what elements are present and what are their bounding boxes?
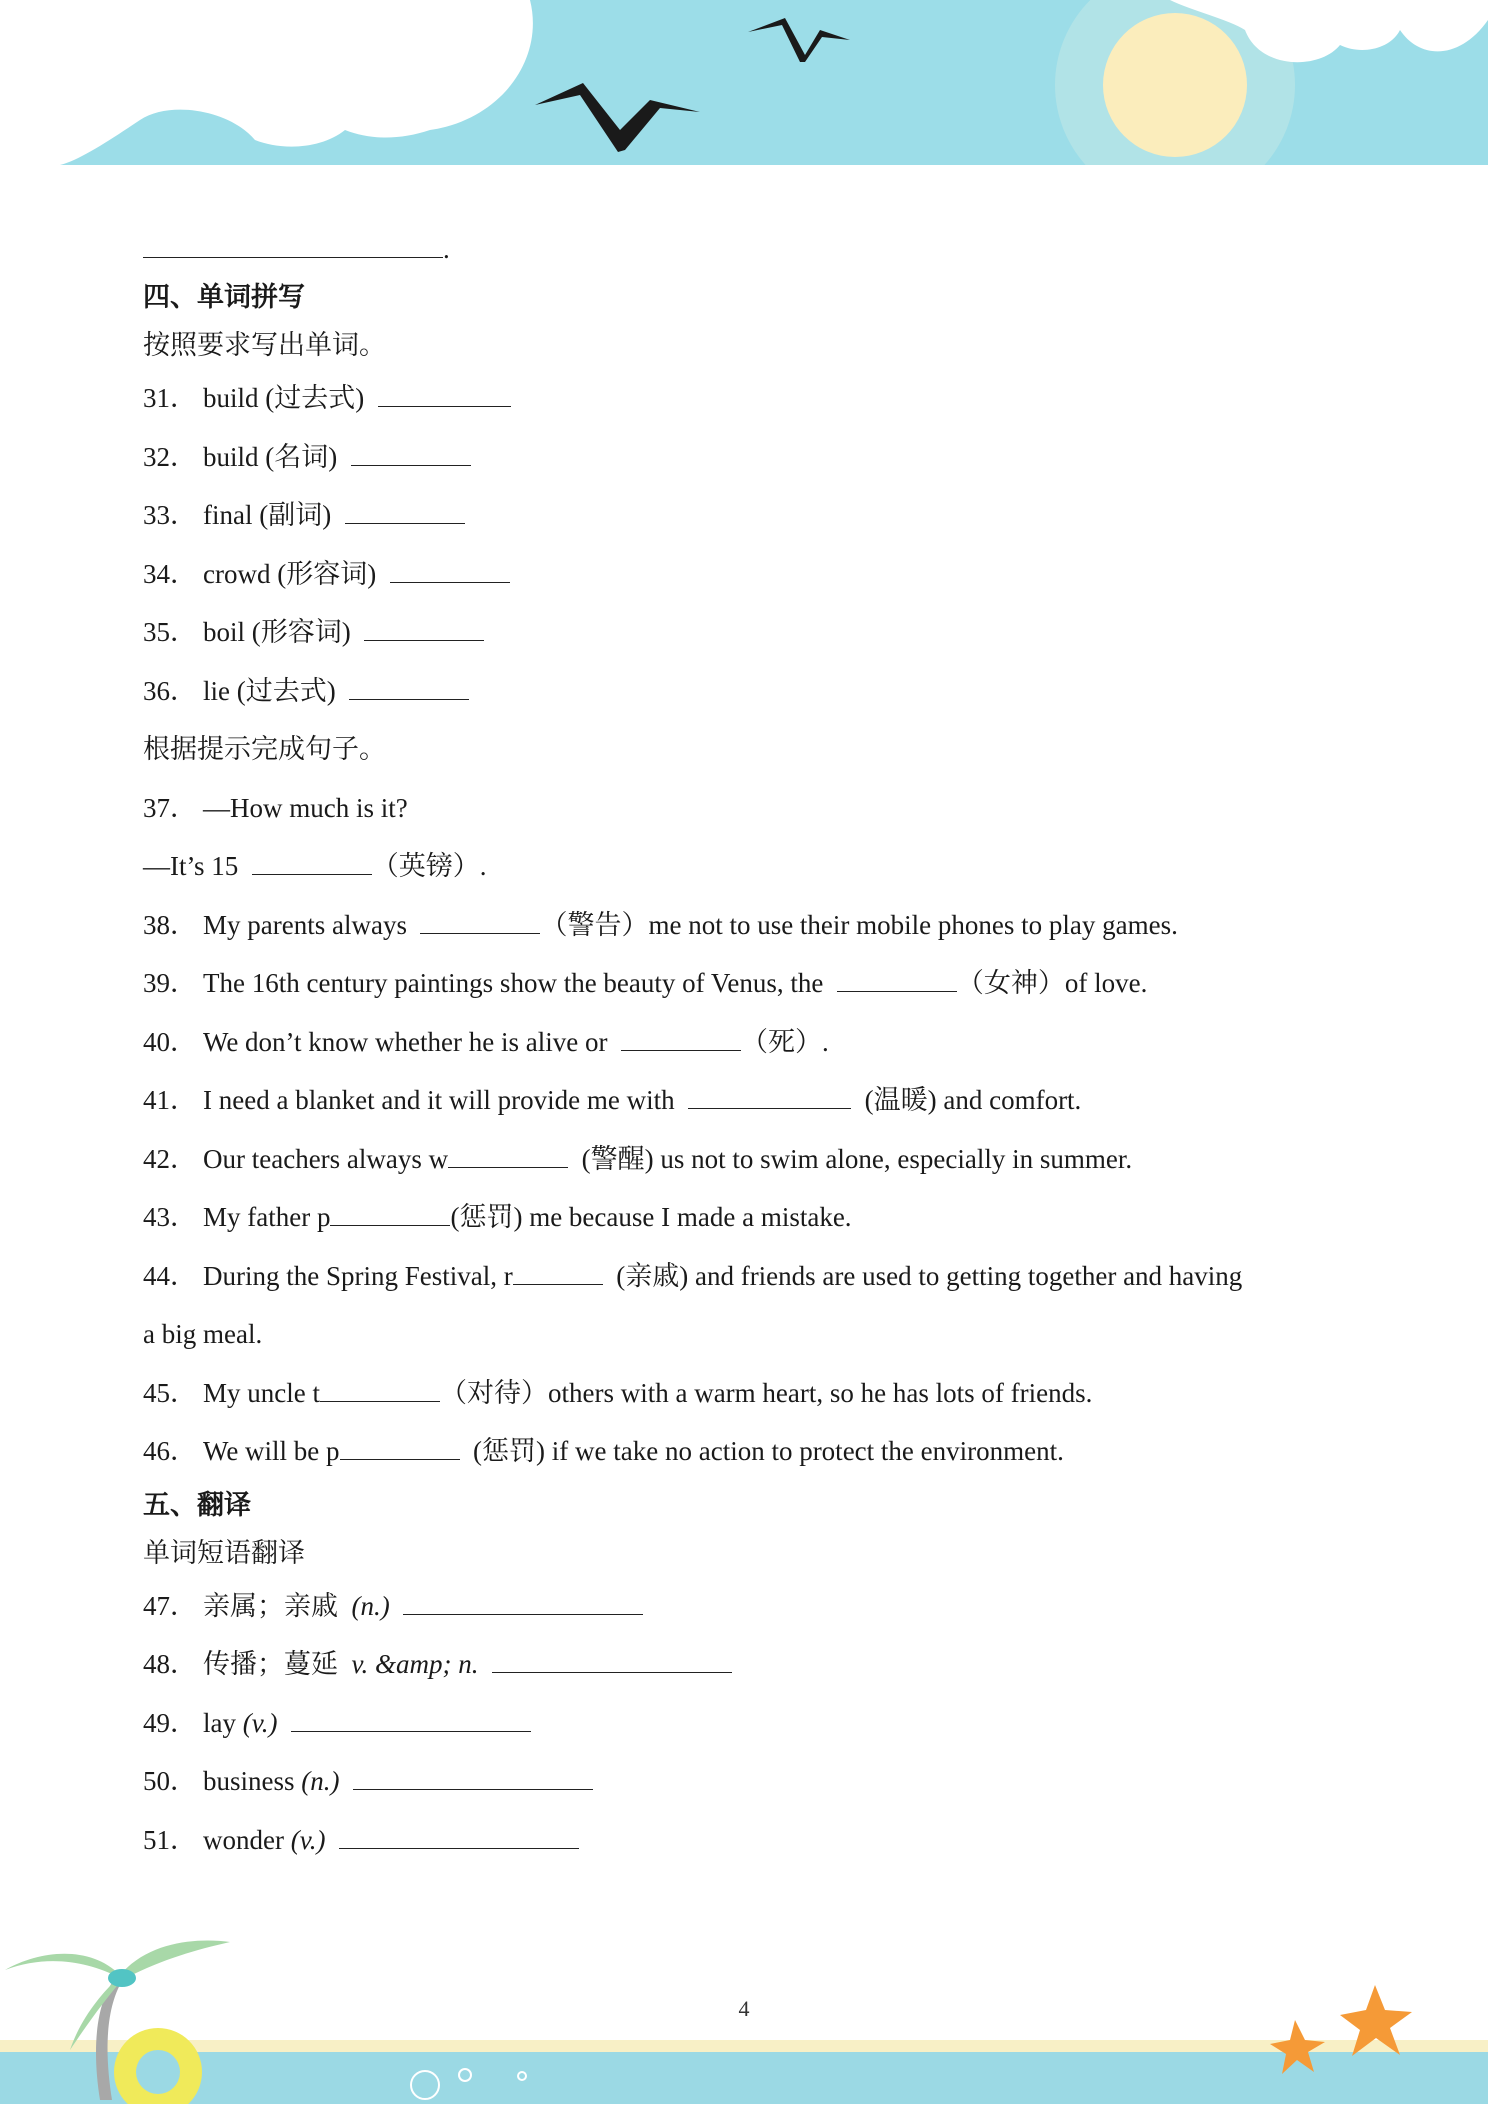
question-50: 50． business (n.): [143, 1752, 1373, 1811]
palm-leaf: [120, 1941, 230, 1980]
question-47: 47． 亲属；亲戚 (n.): [143, 1577, 1373, 1636]
section-heading: 四、单词拼写: [143, 282, 305, 312]
question-44-continued: a big meal.: [143, 1319, 263, 1349]
question-32: 32． build (名词): [143, 428, 1373, 487]
question-51: 51． wonder (v.): [143, 1811, 1373, 1870]
answer-blank[interactable]: [390, 560, 510, 583]
section-heading: 五、翻译: [143, 1489, 251, 1520]
footer-beach-banner: [0, 1900, 1488, 2104]
answer-blank[interactable]: [351, 443, 471, 466]
question-33: 33． final (副词): [143, 486, 1373, 545]
answer-blank[interactable]: [513, 1262, 603, 1285]
answer-blank[interactable]: [291, 1709, 531, 1732]
answer-line: .: [143, 225, 1373, 273]
question-45: 45． My uncle t （对待）others with a warm heart, so he has lots of friends.: [143, 1377, 1093, 1408]
instruction-text: 按照要求写出单词。: [143, 330, 386, 360]
question-38: 38． My parents always （警告）me not to use their mobile phones to play games.: [143, 909, 1178, 940]
question-39: 39． The 16th century paintings show the beauty of Venus, the （女神）of love.: [143, 968, 1148, 998]
instruction-text: 单词短语翻译: [143, 1537, 305, 1568]
coconut-icon: [108, 1969, 136, 1987]
question-42: 42． Our teachers always w (警醒) us not to swim alone, especially in summer.: [143, 1143, 1133, 1174]
answer-blank[interactable]: [339, 1826, 579, 1849]
answer-blank[interactable]: [403, 1592, 643, 1615]
header-sky-banner: [0, 0, 1488, 165]
worksheet-content: [143, 225, 1373, 1869]
answer-blank[interactable]: [320, 1379, 440, 1402]
answer-blank[interactable]: [688, 1086, 851, 1109]
sea-strip: [0, 2052, 1488, 2104]
answer-blank[interactable]: [837, 969, 957, 992]
answer-blank[interactable]: [143, 235, 443, 258]
question-37-answer: —It’s 15 （英镑）.: [143, 851, 487, 881]
instruction-text: 根据提示完成句子。: [143, 734, 386, 764]
answer-blank[interactable]: [448, 1145, 568, 1168]
question-46: 46． We will be p (惩罚) if we take no action to protect the environment.: [143, 1436, 1064, 1466]
answer-blank[interactable]: [364, 618, 484, 641]
question-48: 48． 传播；蔓延 v. &amp; n.: [143, 1635, 1373, 1694]
page-number: 4: [738, 1996, 750, 2021]
sand-strip: [0, 2040, 1488, 2052]
question-44: 44． During the Spring Festival, r (亲戚) and friends are used to getting together and having: [143, 1260, 1243, 1291]
question-36: 36． lie (过去式): [143, 662, 1373, 721]
question-34: 34． crowd (形容词): [143, 545, 1373, 604]
answer-blank[interactable]: [345, 501, 465, 524]
answer-blank[interactable]: [353, 1767, 593, 1790]
question-40: 40． We don’t know whether he is alive or （死）.: [143, 1026, 829, 1057]
answer-blank[interactable]: [492, 1650, 732, 1673]
answer-blank[interactable]: [420, 911, 540, 934]
palm-leaf: [70, 1978, 122, 2050]
question-49: 49． lay (v.): [143, 1694, 1373, 1753]
question-43: 43． My father p (惩罚) me because I made a mistake.: [143, 1202, 852, 1232]
question-41: 41． I need a blanket and it will provide me with (温暖) and comfort.: [143, 1085, 1082, 1115]
answer-blank[interactable]: [330, 1203, 450, 1226]
sun-icon: [1103, 13, 1247, 157]
answer-blank[interactable]: [349, 677, 469, 700]
palm-leaf: [5, 1954, 120, 1978]
question-31: 31． build (过去式): [143, 369, 1373, 428]
answer-blank[interactable]: [340, 1437, 460, 1460]
question-35: 35． boil (形容词): [143, 603, 1373, 662]
answer-blank[interactable]: [252, 852, 372, 875]
answer-blank[interactable]: [378, 384, 511, 407]
question-37: 37． —How much is it?: [143, 792, 408, 823]
answer-blank[interactable]: [621, 1028, 741, 1051]
